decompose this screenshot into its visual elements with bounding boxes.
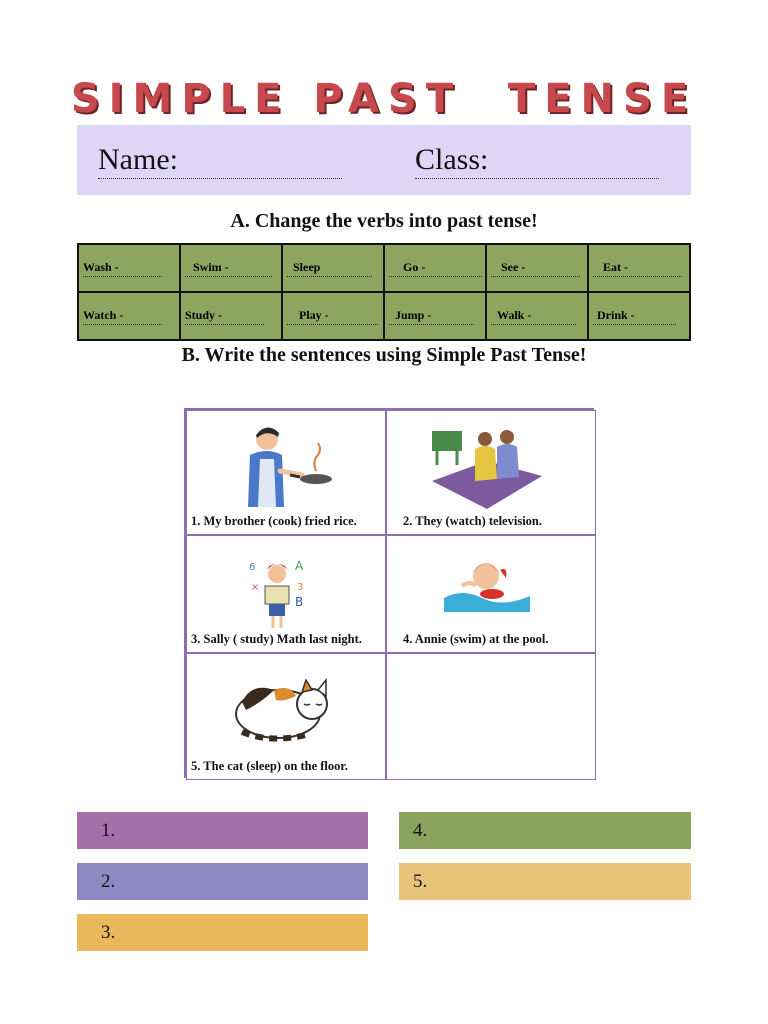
verbs-table — [77, 243, 691, 341]
picture-cell-5 — [186, 653, 386, 780]
verb-label[interactable]: Drink - — [593, 308, 676, 325]
studying-girl-icon — [247, 556, 307, 632]
picture-grid — [184, 408, 594, 778]
verb-label[interactable]: Jump - — [389, 308, 474, 325]
verb-cell — [282, 292, 384, 340]
answer-box-5[interactable] — [399, 863, 691, 900]
worksheet-title: SIMPLE PAST TENSE — [70, 76, 698, 122]
verb-label[interactable]: Study - — [185, 308, 264, 325]
table-row — [78, 292, 690, 340]
section-b-heading: B. Write the sentences using Simple Past Tense! — [181, 344, 587, 366]
swimming-girl-icon — [442, 556, 532, 616]
answer-label: 5. — [413, 871, 428, 892]
sleeping-cat-icon — [232, 672, 342, 748]
watching-tv-icon — [427, 421, 547, 511]
svg-text:6: 6 — [249, 562, 256, 573]
verb-label[interactable]: Go - — [389, 260, 482, 277]
answer-label: 4. — [413, 820, 428, 841]
verb-cell — [486, 292, 588, 340]
answer-label: 3. — [101, 922, 116, 943]
picture-caption: 2. They (watch) television. — [403, 514, 542, 528]
picture-caption: 1. My brother (cook) fried rice. — [191, 514, 357, 528]
picture-cell-2 — [386, 410, 596, 535]
verb-cell — [384, 292, 486, 340]
answer-label: 1. — [101, 820, 116, 841]
verb-cell — [486, 244, 588, 292]
verb-cell — [384, 244, 486, 292]
svg-text:3: 3 — [297, 582, 304, 593]
svg-text:×: × — [251, 582, 260, 593]
verb-cell — [282, 244, 384, 292]
class-label: Class: — [415, 143, 489, 176]
verb-label[interactable]: See - — [491, 260, 580, 277]
name-label: Name: — [98, 143, 178, 176]
section-a-heading: A. Change the verbs into past tense! — [230, 210, 538, 232]
verb-label[interactable]: Walk - — [491, 308, 576, 325]
verb-cell — [588, 292, 690, 340]
answer-box-3[interactable] — [77, 914, 368, 951]
picture-caption: 4. Annie (swim) at the pool. — [403, 632, 549, 646]
answer-box-2[interactable] — [77, 863, 368, 900]
verb-cell — [588, 244, 690, 292]
svg-text:B: B — [295, 595, 304, 609]
answer-label: 2. — [101, 871, 116, 892]
verb-label[interactable]: Sleep — [287, 260, 372, 277]
svg-text:A: A — [295, 559, 304, 573]
verb-cell — [78, 292, 180, 340]
verb-label[interactable]: Eat - — [593, 260, 682, 277]
verb-cell — [78, 244, 180, 292]
picture-cell-3 — [186, 535, 386, 653]
name-field[interactable] — [98, 178, 342, 179]
picture-caption: 3. Sally ( study) Math last night. — [191, 632, 362, 646]
verb-label[interactable]: Swim - — [185, 260, 272, 277]
answer-box-4[interactable] — [399, 812, 691, 849]
verb-cell — [180, 292, 282, 340]
picture-caption: 5. The cat (sleep) on the floor. — [191, 759, 348, 773]
class-field[interactable] — [415, 178, 659, 179]
picture-cell-empty — [386, 653, 596, 780]
verb-label[interactable]: Wash - — [83, 260, 162, 277]
table-row — [78, 244, 690, 292]
cooking-boy-icon — [232, 419, 342, 509]
verb-cell — [180, 244, 282, 292]
picture-cell-4 — [386, 535, 596, 653]
verb-label[interactable]: Watch - — [83, 308, 162, 325]
answer-box-1[interactable] — [77, 812, 368, 849]
picture-cell-1 — [186, 410, 386, 535]
verb-label[interactable]: Play - — [287, 308, 378, 325]
